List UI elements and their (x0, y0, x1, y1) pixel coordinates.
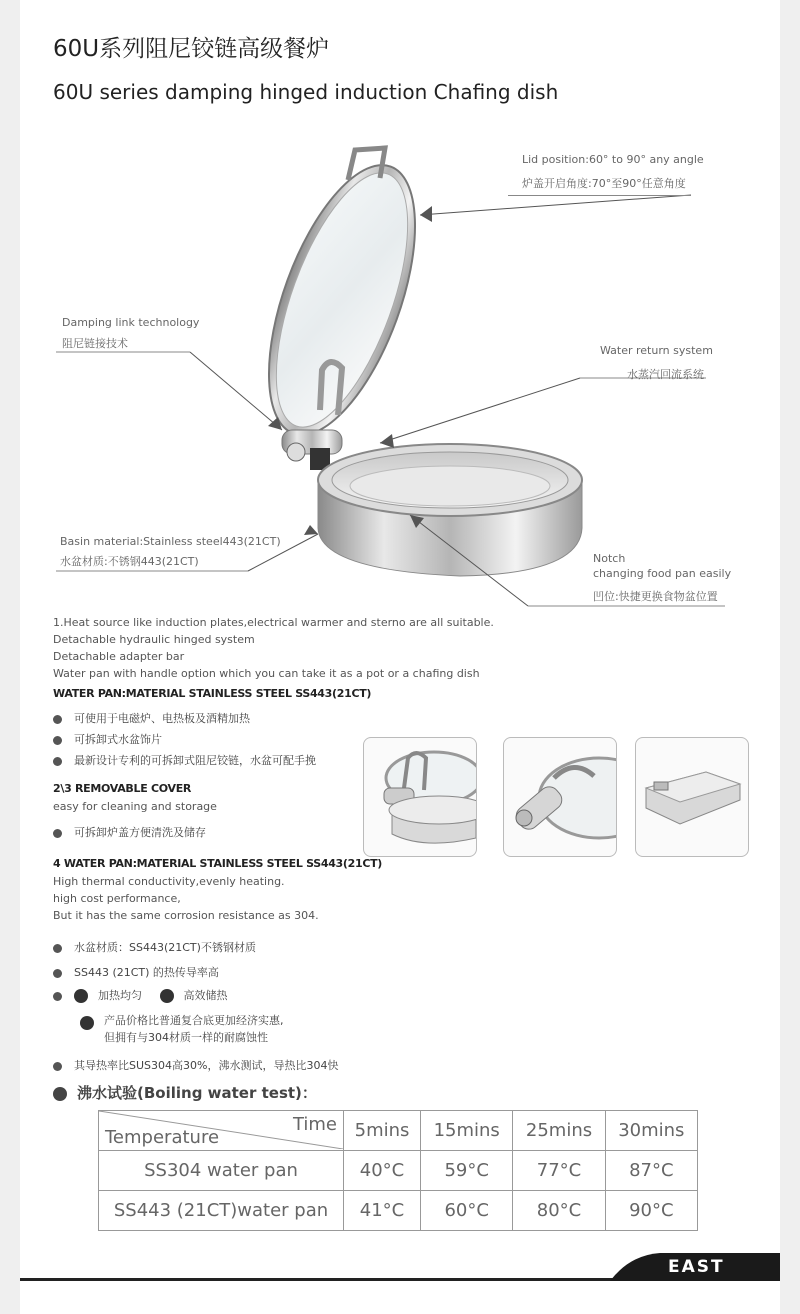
section1-bullet: 可使用于电磁炉、电热板及酒精加热 (53, 710, 250, 726)
callout-notch-cn: 凹位:快捷更换食物盆位置 (593, 590, 718, 603)
section2-bullet: 可拆卸炉盖方便清洗及储存 (53, 824, 206, 840)
callout-lid-cn: 炉盖开启角度:70°至90°任意角度 (522, 177, 686, 190)
bullet-dot (53, 829, 62, 838)
brand-logo: EAST (668, 1257, 725, 1277)
table-cell: 60°C (421, 1191, 513, 1231)
thumb-water-pan (635, 737, 749, 857)
bullet-dot (53, 715, 62, 724)
table-row (99, 1191, 698, 1231)
section2-heading: 2\3 REMOVABLE COVER (53, 782, 192, 795)
product-page (20, 0, 780, 1314)
bullet-dot (74, 989, 88, 1003)
section1-bullet: 可拆卸式水盆饰片 (53, 731, 162, 747)
spec-line: Water pan with handle option which you can take it as a pot or a chafing dish (53, 667, 480, 680)
thumb-hinge-basin (363, 737, 477, 857)
callout-notch-en: Notch (593, 552, 626, 565)
callout-lid-en: Lid position:60° to 90° any angle (522, 153, 704, 166)
table-cell: 41°C (344, 1191, 421, 1231)
table-row (99, 1111, 698, 1151)
bullet-dot (53, 1087, 67, 1101)
table-row-label: SS304 water pan (99, 1151, 344, 1191)
bullet-dot (53, 969, 62, 978)
callout-notch-en2: changing food pan easily (593, 567, 732, 580)
section3-bullet: 加热均匀 高效储热 (53, 987, 228, 1003)
page-title-en: 60U series damping hinged induction Chafing dish (53, 80, 559, 104)
table-cell: 59°C (421, 1151, 513, 1191)
page-title-cn: 60U系列阻尼铰链高级餐炉 (53, 36, 330, 62)
section3-bullet: 水盆材质：SS443(21CT)不锈钢材质 (53, 939, 256, 955)
table-corner-cell: Time Temperature (99, 1111, 344, 1151)
section3-lines: High thermal conductivity,evenly heating. high cost performance, But it has the same corrosion resistance as 304. (53, 875, 319, 922)
section3-bullet: 其导热率比SUS304高30%，沸水测试，导热比304快 (53, 1057, 338, 1073)
callout-damping-cn: 阻尼链接技术 (62, 337, 128, 350)
bullet-dot (53, 736, 62, 745)
spec-line: Detachable adapter bar (53, 650, 185, 663)
boiling-test-heading: 沸水试验(Boiling water test)： (53, 1082, 317, 1103)
callout-basin-cn: 水盆材质:不锈钢443(21CT) (60, 555, 199, 568)
bullet-dot (160, 989, 174, 1003)
bullet-dot (80, 1016, 94, 1030)
callout-basin-en: Basin material:Stainless steel443(21CT) (60, 535, 281, 548)
callout-damping-en: Damping link technology (62, 316, 200, 329)
table-header-cell: 15mins (421, 1111, 513, 1151)
spec-line: 1.Heat source like induction plates,electrical warmer and sterno are all suitable. (53, 616, 494, 629)
bullet-dot (53, 1062, 62, 1071)
section1-bullet: 最新设计专利的可拆卸式阻尼铰链，水盆可配手挽 (53, 752, 316, 768)
bullet-dot (53, 944, 62, 953)
section3-bullet: 产品价格比普通复合底更加经济实惠, 但拥有与304材质一样的耐腐蚀性 (80, 1012, 284, 1046)
bullet-dot (53, 992, 62, 1001)
table-header-cell: 5mins (344, 1111, 421, 1151)
table-row-label: SS443 (21CT)water pan (99, 1191, 344, 1231)
spec-line: Detachable hydraulic hinged system (53, 633, 255, 646)
table-cell: 90°C (605, 1191, 697, 1231)
section2-sub: easy for cleaning and storage (53, 800, 217, 813)
callout-water-en: Water return system (600, 344, 713, 357)
section1-heading: WATER PAN:MATERIAL STAINLESS STEEL SS443(21CT) (53, 687, 372, 700)
table-cell: 77°C (513, 1151, 605, 1191)
bullet-dot (53, 757, 62, 766)
table-row (99, 1151, 698, 1191)
spec-list (53, 614, 494, 682)
table-cell: 80°C (513, 1191, 605, 1231)
callout-water-cn: 水蒸汽回流系统 (627, 368, 704, 381)
section3-bullet: SS443 (21CT) 的热传导率高 (53, 964, 219, 980)
table-header-cell: 25mins (513, 1111, 605, 1151)
table-header-cell: 30mins (605, 1111, 697, 1151)
boiling-test-table (98, 1110, 698, 1231)
thumb-hinge-detail (503, 737, 617, 857)
section3-heading: 4 WATER PAN:MATERIAL STAINLESS STEEL SS443(21CT) (53, 857, 383, 870)
table-cell: 87°C (605, 1151, 697, 1191)
table-cell: 40°C (344, 1151, 421, 1191)
